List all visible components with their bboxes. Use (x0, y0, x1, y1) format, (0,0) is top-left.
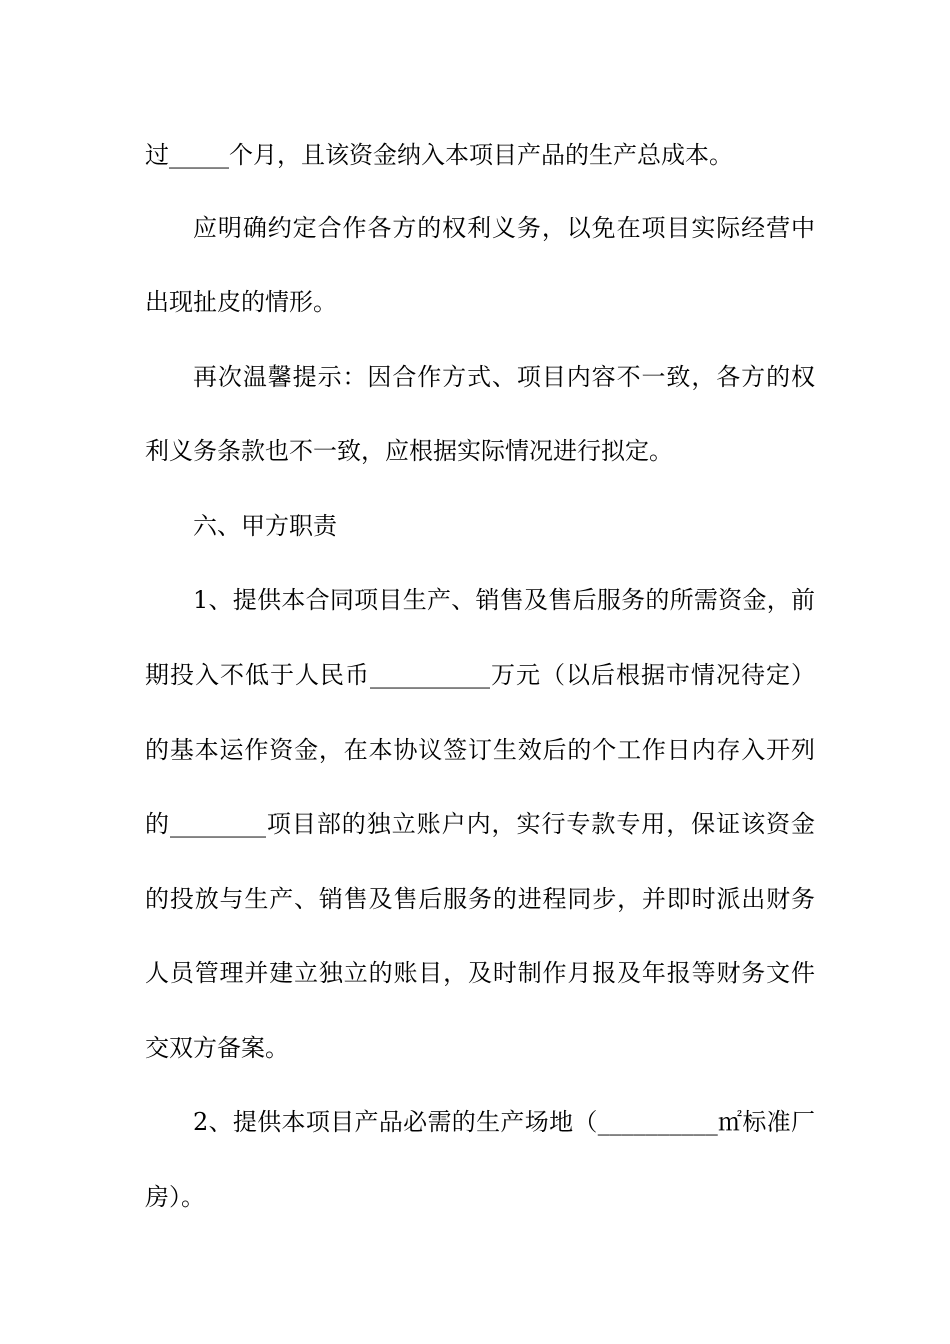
fill-in-blank: __________ (597, 1108, 718, 1136)
text-line (145, 809, 815, 839)
text-line (145, 660, 815, 690)
fill-in-blank: ________ (169, 810, 266, 838)
paragraph-line: 应明确约定合作各方的权利义务，以免在项目实际经营中 (193, 214, 815, 242)
section-heading: 六、甲方职责 (193, 512, 337, 540)
text-line (145, 140, 815, 170)
text-segment: 过 (145, 141, 169, 169)
text-segment: 万元（以后根据市情况待定） (490, 661, 815, 689)
fill-in-blank: __________ (370, 661, 490, 689)
text-segment: 的 (145, 810, 170, 838)
text-line: 出现扯皮的情形。 (145, 288, 337, 316)
text-line: 的投放与生产、销售及售后服务的进程同步，并即时派出财务 (145, 885, 815, 913)
paragraph-line: 再次温馨提示：因合作方式、项目内容不一致，各方的权 (193, 363, 815, 391)
paragraph-line (193, 1107, 815, 1137)
text-segment: ㎡标准厂 (717, 1108, 815, 1136)
text-line: 人员管理并建立独立的账目，及时制作月报及年报等财务文件 (145, 959, 815, 987)
fill-in-blank: _____ (169, 141, 229, 169)
text-line: 交双方备案。 (145, 1034, 289, 1062)
text-segment: 个月，且该资金纳入本项目产品的生产总成本。 (229, 141, 733, 169)
text-segment: 期投入不低于人民币 (145, 661, 370, 689)
text-line: 利义务条款也不一致，应根据实际情况进行拟定。 (145, 437, 673, 465)
text-segment: 2、提供本项目产品必需的生产场地（ (193, 1108, 598, 1136)
text-segment: 项目部的独立账户内，实行专款专用，保证该资金 (265, 810, 816, 838)
text-line: 房）。 (145, 1183, 205, 1211)
text-line: 的基本运作资金，在本协议签订生效后的个工作日内存入开列 (145, 736, 815, 764)
paragraph-line: 1、提供本合同项目生产、销售及售后服务的所需资金，前 (193, 586, 815, 614)
